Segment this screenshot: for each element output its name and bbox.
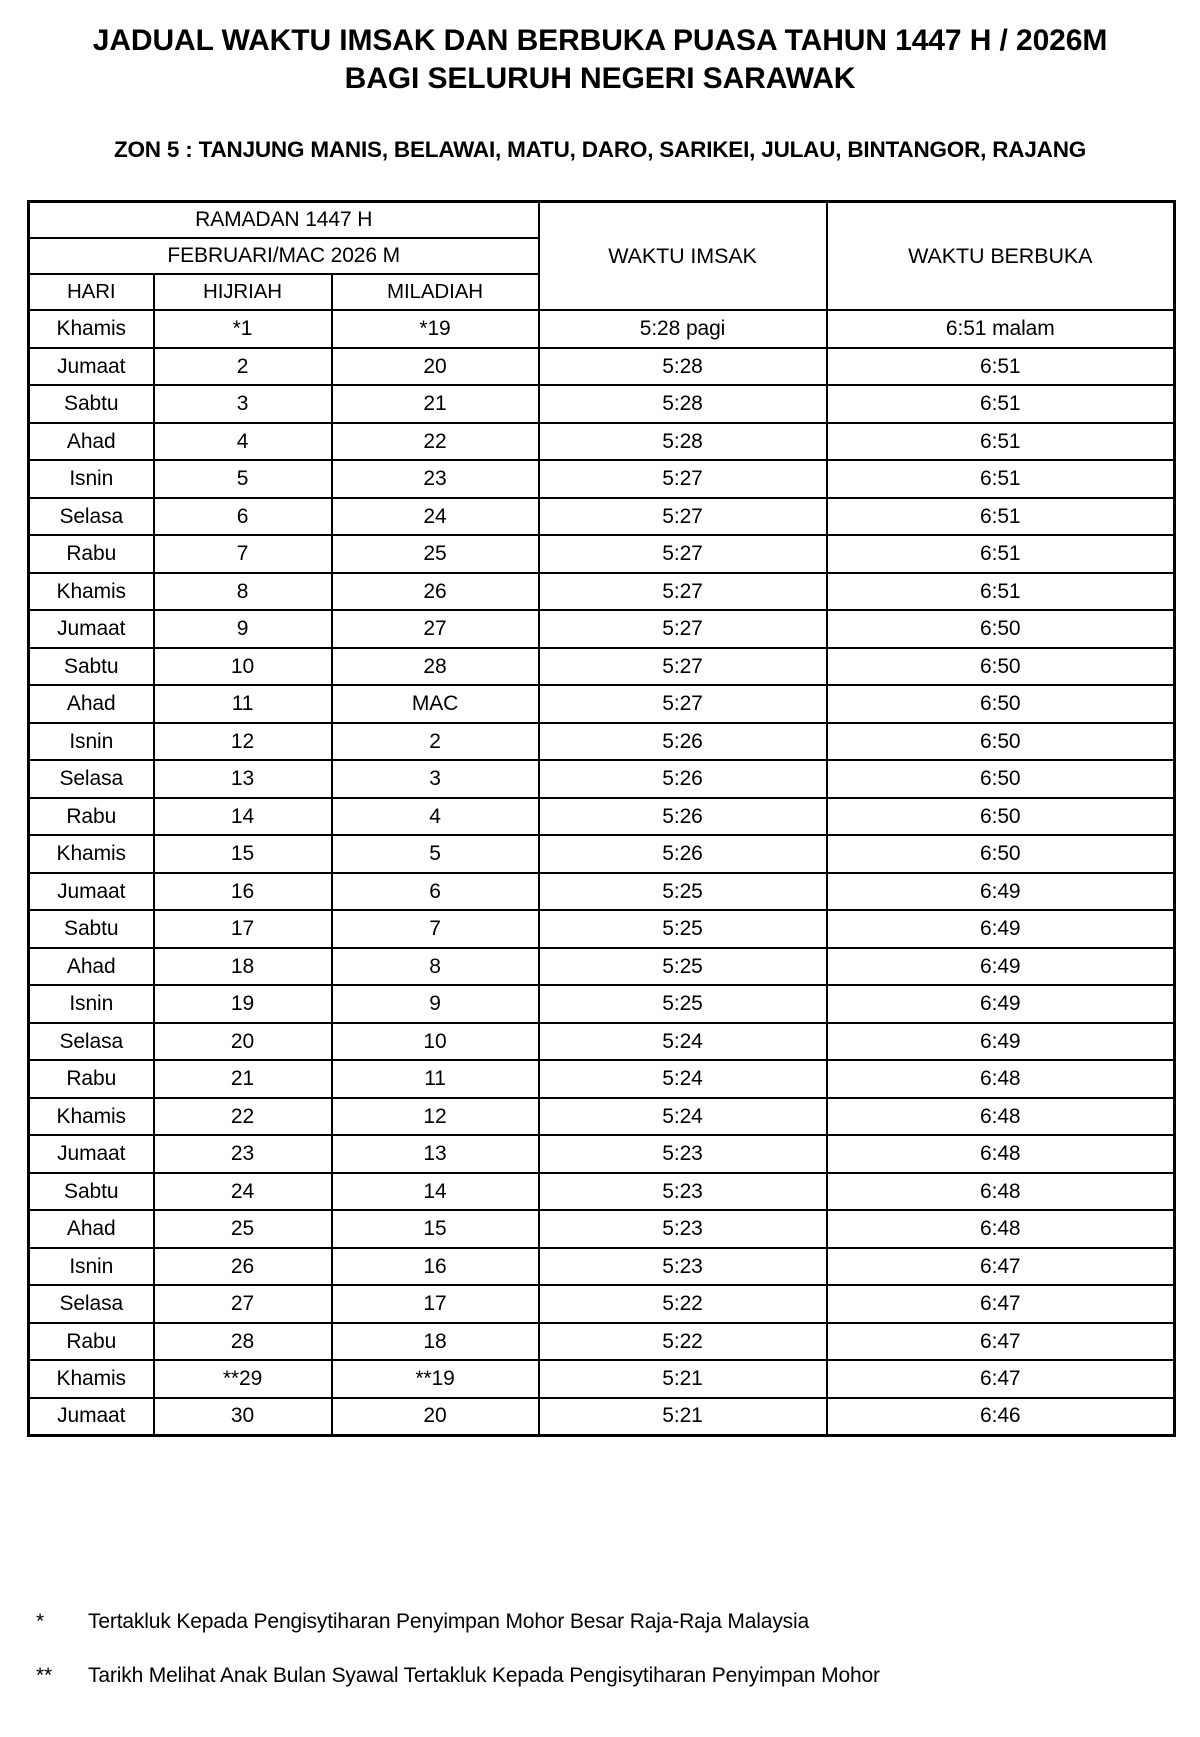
cell-hari: Ahad bbox=[29, 948, 154, 986]
cell-hijriah: 26 bbox=[154, 1248, 332, 1286]
cell-hari: Khamis bbox=[29, 1098, 154, 1136]
cell-waktu-imsak: 5:27 bbox=[539, 460, 827, 498]
table-row bbox=[29, 573, 1175, 611]
cell-hijriah: 24 bbox=[154, 1173, 332, 1211]
table-row bbox=[29, 460, 1175, 498]
cell-miladiah: 20 bbox=[332, 348, 539, 386]
cell-waktu-berbuka: 6:49 bbox=[827, 910, 1175, 948]
cell-hari: Isnin bbox=[29, 460, 154, 498]
cell-waktu-imsak: 5:28 bbox=[539, 348, 827, 386]
cell-hari: Ahad bbox=[29, 685, 154, 723]
cell-hijriah: 17 bbox=[154, 910, 332, 948]
cell-waktu-imsak: 5:27 bbox=[539, 573, 827, 611]
cell-waktu-imsak: 5:27 bbox=[539, 498, 827, 536]
cell-waktu-imsak: 5:25 bbox=[539, 910, 827, 948]
cell-hari: Isnin bbox=[29, 723, 154, 761]
cell-hijriah: 9 bbox=[154, 610, 332, 648]
cell-hijriah: 23 bbox=[154, 1135, 332, 1173]
table-row bbox=[29, 535, 1175, 573]
cell-hijriah: 6 bbox=[154, 498, 332, 536]
cell-miladiah: 9 bbox=[332, 985, 539, 1023]
header-hari: HARI bbox=[29, 274, 154, 310]
table-row bbox=[29, 1135, 1175, 1173]
cell-hari: Sabtu bbox=[29, 1173, 154, 1211]
cell-hijriah: 15 bbox=[154, 835, 332, 873]
cell-hijriah: 27 bbox=[154, 1285, 332, 1323]
cell-hari: Jumaat bbox=[29, 1135, 154, 1173]
header-row-hijri-month bbox=[29, 202, 1175, 239]
cell-hari: Rabu bbox=[29, 1323, 154, 1361]
cell-waktu-imsak: 5:23 bbox=[539, 1135, 827, 1173]
cell-waktu-berbuka: 6:50 bbox=[827, 610, 1175, 648]
cell-waktu-berbuka: 6:51 bbox=[827, 423, 1175, 461]
table-row bbox=[29, 685, 1175, 723]
cell-waktu-berbuka: 6:51 bbox=[827, 498, 1175, 536]
table-row bbox=[29, 1023, 1175, 1061]
header-miladiah: MILADIAH bbox=[332, 274, 539, 310]
cell-waktu-berbuka: 6:51 malam bbox=[827, 310, 1175, 348]
cell-waktu-imsak: 5:27 bbox=[539, 610, 827, 648]
cell-miladiah: 13 bbox=[332, 1135, 539, 1173]
cell-waktu-berbuka: 6:49 bbox=[827, 1023, 1175, 1061]
schedule-table bbox=[27, 200, 1176, 1437]
cell-hijriah: 12 bbox=[154, 723, 332, 761]
cell-hari: Jumaat bbox=[29, 873, 154, 911]
cell-waktu-imsak: 5:25 bbox=[539, 873, 827, 911]
cell-waktu-imsak: 5:28 bbox=[539, 385, 827, 423]
table-row bbox=[29, 1060, 1175, 1098]
footnotes-block bbox=[36, 1610, 1156, 1718]
cell-hari: Rabu bbox=[29, 1060, 154, 1098]
cell-waktu-berbuka: 6:48 bbox=[827, 1098, 1175, 1136]
cell-waktu-imsak: 5:21 bbox=[539, 1398, 827, 1436]
cell-miladiah: 6 bbox=[332, 873, 539, 911]
cell-waktu-berbuka: 6:48 bbox=[827, 1173, 1175, 1211]
cell-waktu-imsak: 5:27 bbox=[539, 685, 827, 723]
cell-waktu-berbuka: 6:49 bbox=[827, 873, 1175, 911]
cell-hari: Selasa bbox=[29, 1023, 154, 1061]
zone-subtitle: ZON 5 : TANJUNG MANIS, BELAWAI, MATU, DARO, SARIKEI, JULAU, BINTANGOR, RAJANG bbox=[113, 136, 1087, 162]
page-title-block bbox=[0, 0, 1200, 99]
page-title-line-2: BAGI SELURUH NEGERI SARAWAK bbox=[344, 62, 856, 96]
cell-miladiah: 16 bbox=[332, 1248, 539, 1286]
cell-waktu-berbuka: 6:51 bbox=[827, 385, 1175, 423]
header-waktu-berbuka: WAKTU BERBUKA bbox=[827, 202, 1175, 311]
footnote-text: Tarikh Melihat Anak Bulan Syawal Tertakluk Kepada Pengisytiharan Penyimpan Mohor bbox=[88, 1664, 880, 1687]
cell-waktu-imsak: 5:22 bbox=[539, 1285, 827, 1323]
cell-hari: Khamis bbox=[29, 573, 154, 611]
cell-miladiah: 22 bbox=[332, 423, 539, 461]
cell-waktu-berbuka: 6:48 bbox=[827, 1060, 1175, 1098]
cell-hari: Isnin bbox=[29, 1248, 154, 1286]
cell-hijriah: 28 bbox=[154, 1323, 332, 1361]
cell-miladiah: 17 bbox=[332, 1285, 539, 1323]
cell-miladiah: 23 bbox=[332, 460, 539, 498]
cell-waktu-berbuka: 6:51 bbox=[827, 573, 1175, 611]
cell-waktu-berbuka: 6:47 bbox=[827, 1323, 1175, 1361]
cell-waktu-berbuka: 6:48 bbox=[827, 1210, 1175, 1248]
cell-miladiah: 25 bbox=[332, 535, 539, 573]
table-row bbox=[29, 910, 1175, 948]
page-title-line-1: JADUAL WAKTU IMSAK DAN BERBUKA PUASA TAHUN 1447 H / 2026M bbox=[92, 24, 1108, 57]
cell-hari: Sabtu bbox=[29, 385, 154, 423]
schedule-table-wrapper bbox=[27, 200, 1173, 1437]
footnote bbox=[36, 1664, 1156, 1688]
cell-hari: Khamis bbox=[29, 835, 154, 873]
cell-waktu-berbuka: 6:50 bbox=[827, 648, 1175, 686]
cell-waktu-imsak: 5:26 bbox=[539, 798, 827, 836]
cell-miladiah: 4 bbox=[332, 798, 539, 836]
header-hijri-month: RAMADAN 1447 H bbox=[29, 202, 539, 239]
cell-hijriah: **29 bbox=[154, 1360, 332, 1398]
cell-miladiah: MAC bbox=[332, 685, 539, 723]
table-row bbox=[29, 948, 1175, 986]
cell-hari: Jumaat bbox=[29, 348, 154, 386]
cell-hari: Selasa bbox=[29, 498, 154, 536]
header-gregorian-month: FEBRUARI/MAC 2026 M bbox=[29, 238, 539, 274]
cell-hari: Selasa bbox=[29, 760, 154, 798]
cell-hari: Sabtu bbox=[29, 910, 154, 948]
cell-miladiah: 2 bbox=[332, 723, 539, 761]
header-waktu-imsak: WAKTU IMSAK bbox=[539, 202, 827, 311]
cell-hijriah: 22 bbox=[154, 1098, 332, 1136]
table-row bbox=[29, 1173, 1175, 1211]
table-row bbox=[29, 798, 1175, 836]
cell-waktu-berbuka: 6:49 bbox=[827, 985, 1175, 1023]
cell-waktu-berbuka: 6:50 bbox=[827, 723, 1175, 761]
cell-miladiah: 14 bbox=[332, 1173, 539, 1211]
cell-miladiah: 15 bbox=[332, 1210, 539, 1248]
table-row bbox=[29, 1285, 1175, 1323]
cell-hijriah: 5 bbox=[154, 460, 332, 498]
cell-miladiah: 8 bbox=[332, 948, 539, 986]
header-hijriah: HIJRIAH bbox=[154, 274, 332, 310]
cell-hari: Rabu bbox=[29, 798, 154, 836]
cell-waktu-imsak: 5:21 bbox=[539, 1360, 827, 1398]
cell-waktu-berbuka: 6:51 bbox=[827, 535, 1175, 573]
cell-waktu-imsak: 5:27 bbox=[539, 648, 827, 686]
cell-hijriah: 18 bbox=[154, 948, 332, 986]
cell-hijriah: 3 bbox=[154, 385, 332, 423]
table-row bbox=[29, 648, 1175, 686]
cell-hijriah: 25 bbox=[154, 1210, 332, 1248]
cell-waktu-berbuka: 6:47 bbox=[827, 1360, 1175, 1398]
table-row bbox=[29, 498, 1175, 536]
schedule-table-head bbox=[29, 202, 1175, 311]
cell-hari: Jumaat bbox=[29, 1398, 154, 1436]
cell-waktu-berbuka: 6:50 bbox=[827, 685, 1175, 723]
cell-waktu-imsak: 5:25 bbox=[539, 948, 827, 986]
table-row bbox=[29, 1098, 1175, 1136]
cell-hari: Ahad bbox=[29, 1210, 154, 1248]
cell-hijriah: 19 bbox=[154, 985, 332, 1023]
cell-miladiah: 12 bbox=[332, 1098, 539, 1136]
footnote-marker: ** bbox=[36, 1664, 53, 1687]
cell-waktu-berbuka: 6:50 bbox=[827, 835, 1175, 873]
footnote-text: Tertakluk Kepada Pengisytiharan Penyimpan Mohor Besar Raja-Raja Malaysia bbox=[88, 1610, 810, 1633]
cell-waktu-imsak: 5:26 bbox=[539, 723, 827, 761]
table-row bbox=[29, 1398, 1175, 1436]
cell-hijriah: 8 bbox=[154, 573, 332, 611]
table-row bbox=[29, 723, 1175, 761]
cell-waktu-berbuka: 6:46 bbox=[827, 1398, 1175, 1436]
cell-hijriah: 13 bbox=[154, 760, 332, 798]
cell-waktu-berbuka: 6:51 bbox=[827, 460, 1175, 498]
cell-miladiah: 5 bbox=[332, 835, 539, 873]
cell-hijriah: *1 bbox=[154, 310, 332, 348]
cell-waktu-imsak: 5:26 bbox=[539, 760, 827, 798]
cell-hari: Sabtu bbox=[29, 648, 154, 686]
table-row bbox=[29, 610, 1175, 648]
footnote-marker: * bbox=[36, 1610, 45, 1633]
cell-hari: Selasa bbox=[29, 1285, 154, 1323]
cell-waktu-imsak: 5:28 bbox=[539, 423, 827, 461]
table-row bbox=[29, 985, 1175, 1023]
cell-waktu-imsak: 5:24 bbox=[539, 1023, 827, 1061]
cell-waktu-imsak: 5:23 bbox=[539, 1248, 827, 1286]
cell-hijriah: 20 bbox=[154, 1023, 332, 1061]
cell-waktu-imsak: 5:27 bbox=[539, 535, 827, 573]
cell-waktu-imsak: 5:23 bbox=[539, 1173, 827, 1211]
table-row bbox=[29, 385, 1175, 423]
cell-waktu-imsak: 5:25 bbox=[539, 985, 827, 1023]
cell-hijriah: 16 bbox=[154, 873, 332, 911]
cell-hijriah: 4 bbox=[154, 423, 332, 461]
cell-miladiah: 7 bbox=[332, 910, 539, 948]
cell-miladiah: 24 bbox=[332, 498, 539, 536]
cell-hijriah: 11 bbox=[154, 685, 332, 723]
cell-miladiah: 3 bbox=[332, 760, 539, 798]
cell-hari: Ahad bbox=[29, 423, 154, 461]
cell-waktu-berbuka: 6:50 bbox=[827, 798, 1175, 836]
cell-waktu-berbuka: 6:51 bbox=[827, 348, 1175, 386]
cell-miladiah: 20 bbox=[332, 1398, 539, 1436]
cell-miladiah: 11 bbox=[332, 1060, 539, 1098]
cell-hijriah: 10 bbox=[154, 648, 332, 686]
cell-hari: Khamis bbox=[29, 310, 154, 348]
table-row bbox=[29, 348, 1175, 386]
cell-waktu-imsak: 5:26 bbox=[539, 835, 827, 873]
cell-waktu-berbuka: 6:47 bbox=[827, 1248, 1175, 1286]
table-row bbox=[29, 1210, 1175, 1248]
cell-miladiah: **19 bbox=[332, 1360, 539, 1398]
cell-miladiah: 27 bbox=[332, 610, 539, 648]
cell-waktu-imsak: 5:24 bbox=[539, 1098, 827, 1136]
table-row bbox=[29, 1323, 1175, 1361]
cell-miladiah: 26 bbox=[332, 573, 539, 611]
cell-hari: Jumaat bbox=[29, 610, 154, 648]
cell-hijriah: 2 bbox=[154, 348, 332, 386]
cell-miladiah: 28 bbox=[332, 648, 539, 686]
cell-waktu-imsak: 5:22 bbox=[539, 1323, 827, 1361]
schedule-table-body bbox=[29, 310, 1175, 1435]
table-row bbox=[29, 423, 1175, 461]
cell-waktu-berbuka: 6:49 bbox=[827, 948, 1175, 986]
footnote bbox=[36, 1610, 1156, 1634]
cell-waktu-berbuka: 6:47 bbox=[827, 1285, 1175, 1323]
cell-hijriah: 30 bbox=[154, 1398, 332, 1436]
cell-waktu-imsak: 5:28 pagi bbox=[539, 310, 827, 348]
cell-hari: Rabu bbox=[29, 535, 154, 573]
cell-waktu-berbuka: 6:48 bbox=[827, 1135, 1175, 1173]
cell-miladiah: 18 bbox=[332, 1323, 539, 1361]
table-row bbox=[29, 1248, 1175, 1286]
cell-hijriah: 14 bbox=[154, 798, 332, 836]
cell-hijriah: 7 bbox=[154, 535, 332, 573]
cell-miladiah: *19 bbox=[332, 310, 539, 348]
table-row bbox=[29, 310, 1175, 348]
cell-hari: Khamis bbox=[29, 1360, 154, 1398]
cell-waktu-imsak: 5:23 bbox=[539, 1210, 827, 1248]
cell-miladiah: 21 bbox=[332, 385, 539, 423]
table-row bbox=[29, 1360, 1175, 1398]
cell-hari: Isnin bbox=[29, 985, 154, 1023]
cell-miladiah: 10 bbox=[332, 1023, 539, 1061]
table-row bbox=[29, 760, 1175, 798]
cell-hijriah: 21 bbox=[154, 1060, 332, 1098]
cell-waktu-imsak: 5:24 bbox=[539, 1060, 827, 1098]
table-row bbox=[29, 873, 1175, 911]
table-row bbox=[29, 835, 1175, 873]
cell-waktu-berbuka: 6:50 bbox=[827, 760, 1175, 798]
